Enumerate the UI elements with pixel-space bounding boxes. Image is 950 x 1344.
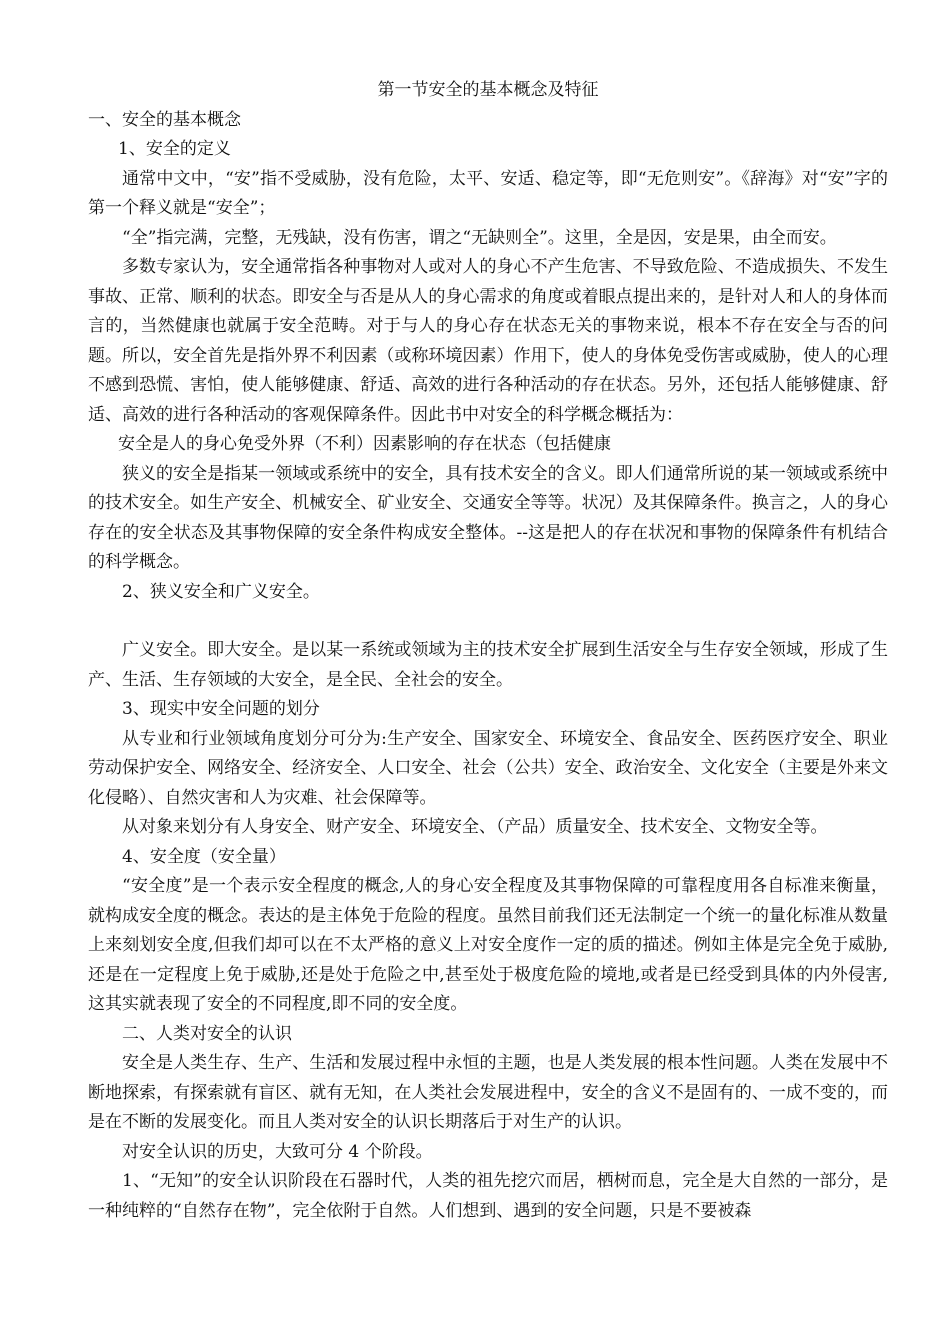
- paragraph: 从专业和行业领域角度划分可分为:生产安全、国家安全、环境安全、食品安全、医药医疗安全、职业劳动保护安全、网络安全、经济安全、人口安全、社会（公共）安全、政治安全、文化安全（主要是外来文化侵略）、自然灾害和人为灾难、社会保障等。: [88, 728, 888, 808]
- blank-line: [88, 607, 888, 636]
- subsection-heading: 1、安全的定义: [118, 139, 231, 159]
- paragraph: 1、“无知”的安全认识阶段在石器时代，人类的祖先挖穴而居，栖树而息，完全是大自然的一部分，是一种纯粹的“自然存在物”，完全依附于自然。人们想到、遇到的安全问题，只是不要被森: [88, 1171, 888, 1221]
- section-heading: 一、安全的基本概念: [88, 109, 241, 130]
- paragraph: 通常中文中，“安”指不受威胁，没有危险，太平、安适、稳定等，即“无危则安”。《辞海》对“安”字的第一个释义就是“安全”；: [88, 168, 888, 218]
- paragraph: 狭义的安全是指某一领域或系统中的安全，具有技术安全的含义。即人们通常所说的某一领域或系统中的技术安全。如生产安全、机械安全、矿业安全、交通安全等等。状况）及其保障条件。换言之，人的身心存在的安全状态及其事物保障的安全条件构成安全整体。--这是把人的存在状况和事物的保障条件有机结合的科学概念。: [88, 463, 888, 572]
- paragraph: 安全是人类生存、生产、生活和发展过程中永恒的主题，也是人类发展的根本性问题。人类在发展中不断地探索，有探索就有盲区、就有无知，在人类社会发展进程中，安全的含义不是固有的、一成不变的，而是在不断的发展变化。而且人类对安全的认识长期落后于对生产的认识。: [88, 1053, 888, 1132]
- subsection-heading: 2、狭义安全和广义安全。: [122, 581, 320, 602]
- document-title: 第一节安全的基本概念及特征: [377, 80, 599, 100]
- paragraph: “全”指完满，完整，无残缺，没有伤害，谓之“无缺则全”。这里，全是因，安是果，由全而安。: [122, 227, 837, 248]
- document-page: [88, 76, 888, 1226]
- section-heading: 二、人类对安全的认识: [122, 1023, 292, 1044]
- paragraph: 广义安全。即大安全。是以某一系统或领域为主的技术安全扩展到生活安全与生存安全领域，形成了生产、生活、生存领域的大安全，是全民、全社会的安全。: [88, 640, 888, 690]
- paragraph: 多数专家认为，安全通常指各种事物对人或对人的身心不产生危害、不导致危险、不造成损失、不发生事故、正常、顺利的状态。即安全与否是从人的身心需求的角度或着眼点提出来的，是针对人和人的身体而言的，当然健康也就属于安全范畴。对于与人的身心存在状态无关的事物来说，根本不存在安全与否的问题。所以，安全首先是指外界不利因素（或称环境因素）作用下，使人的身体免受伤害或威胁，使人的心理不感到恐慌、害怕，使人能够健康、舒适、高效的进行各种活动的存在状态。另外，还包括人能够健康、舒适、高效的进行各种活动的客观保障条件。因此书中对安全的科学概念概括为：: [88, 257, 888, 425]
- paragraph: “安全度”是一个表示安全程度的概念,人的身心安全程度及其事物保障的可靠程度用各自标准来衡量，就构成安全度的概念。表达的是主体免于危险的程度。虽然目前我们还无法制定一个统一的量化标准从数量上来刻划安全度,但我们却可以在不太严格的意义上对安全度作一定的质的描述。例如主体是完全免于威胁,还是在一定程度上免于威胁,还是处于危险之中,甚至处于极度危险的境地,或者是已经受到具体的内外侵害,这其实就表现了安全的不同程度,即不同的安全度。: [88, 876, 888, 1014]
- paragraph: 对安全认识的历史，大致可分 4 个阶段。: [122, 1141, 433, 1162]
- paragraph: 安全是人的身心免受外界（不利）因素影响的存在状态（包括健康: [118, 434, 611, 454]
- subsection-heading: 3、现实中安全问题的划分: [122, 699, 320, 719]
- paragraph: 从对象来划分有人身安全、财产安全、环境安全、（产品）质量安全、技术安全、文物安全等。: [122, 817, 828, 837]
- subsection-heading: 4、安全度（安全量）: [122, 846, 286, 867]
